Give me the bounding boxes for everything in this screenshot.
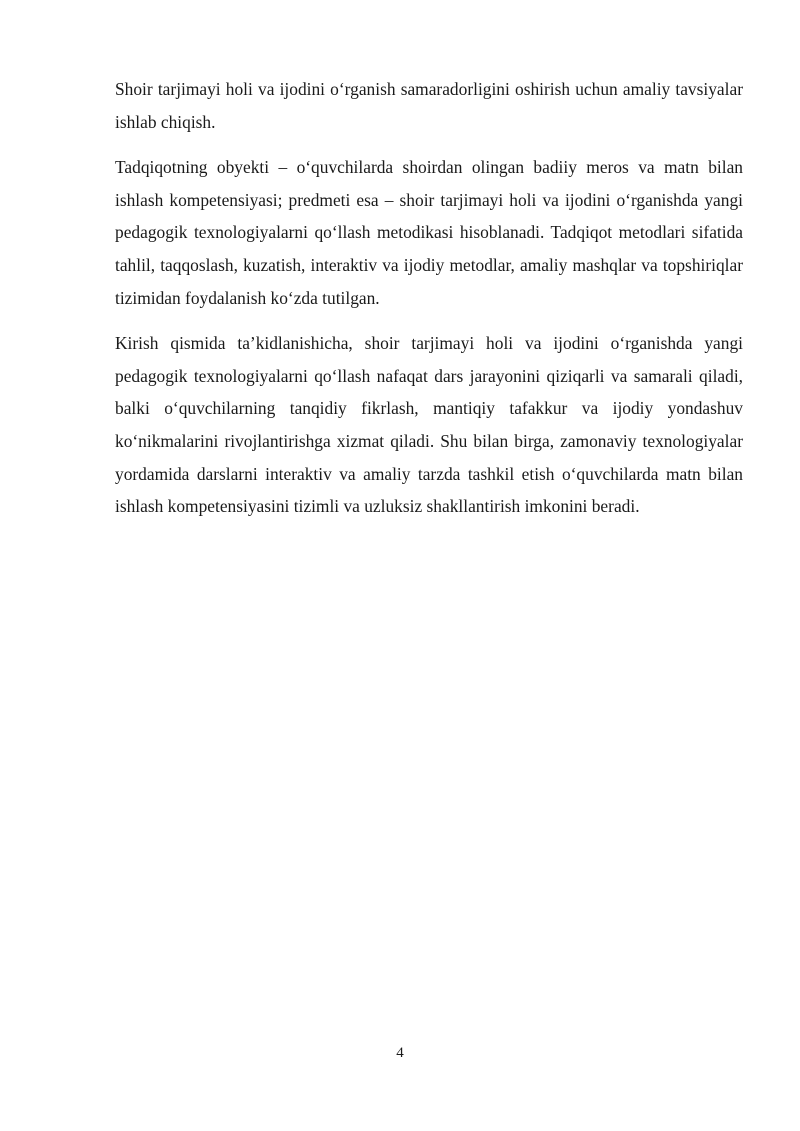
body-text xyxy=(115,73,743,536)
paragraph-research-object: Tadqiqotning obyekti – o‘quvchilarda shoirdan olingan badiiy meros va matn bilan ishlash kompetensiyasi; predmeti esa – shoir tarjimayi holi va ijodini o‘rganishda yangi pedagogik texnologiyalarni qo‘llash metodikasi hisoblanadi. Tadqiqot metodlari sifatida tahlil, taqqoslash, kuzatish, interaktiv va ijodiy metodlar, amaliy mashqlar va topshiriqlar tizimidan foydalanish ko‘zda tutilgan. xyxy=(115,157,743,308)
page-number: 4 xyxy=(396,1045,404,1061)
paragraph-introduction: Kirish qismida ta’kidlanishicha, shoir tarjimayi holi va ijodini o‘rganishda yangi pedagogik texnologiyalarni qo‘llash nafaqat dars jarayonini qiziqarli va samarali qiladi, balki o‘quvchilarning tanqidiy fikrlash, mantiqiy tafakkur va ijodiy yondashuv ko‘nikmalarini rivojlantirishga xizmat qiladi. Shu bilan birga, zamonaviy texnologiyalar yordamida darslarni interaktiv va amaliy tarzda tashkil etish o‘quvchilarda matn bilan ishlash kompetensiyasini tizimli va uzluksiz shakllantirish imkonini beradi. xyxy=(115,333,743,517)
paragraph-recommendations: Shoir tarjimayi holi va ijodini o‘rganish samaradorligini oshirish uchun amaliy tavsiyalar ishlab chiqish. xyxy=(115,79,743,132)
